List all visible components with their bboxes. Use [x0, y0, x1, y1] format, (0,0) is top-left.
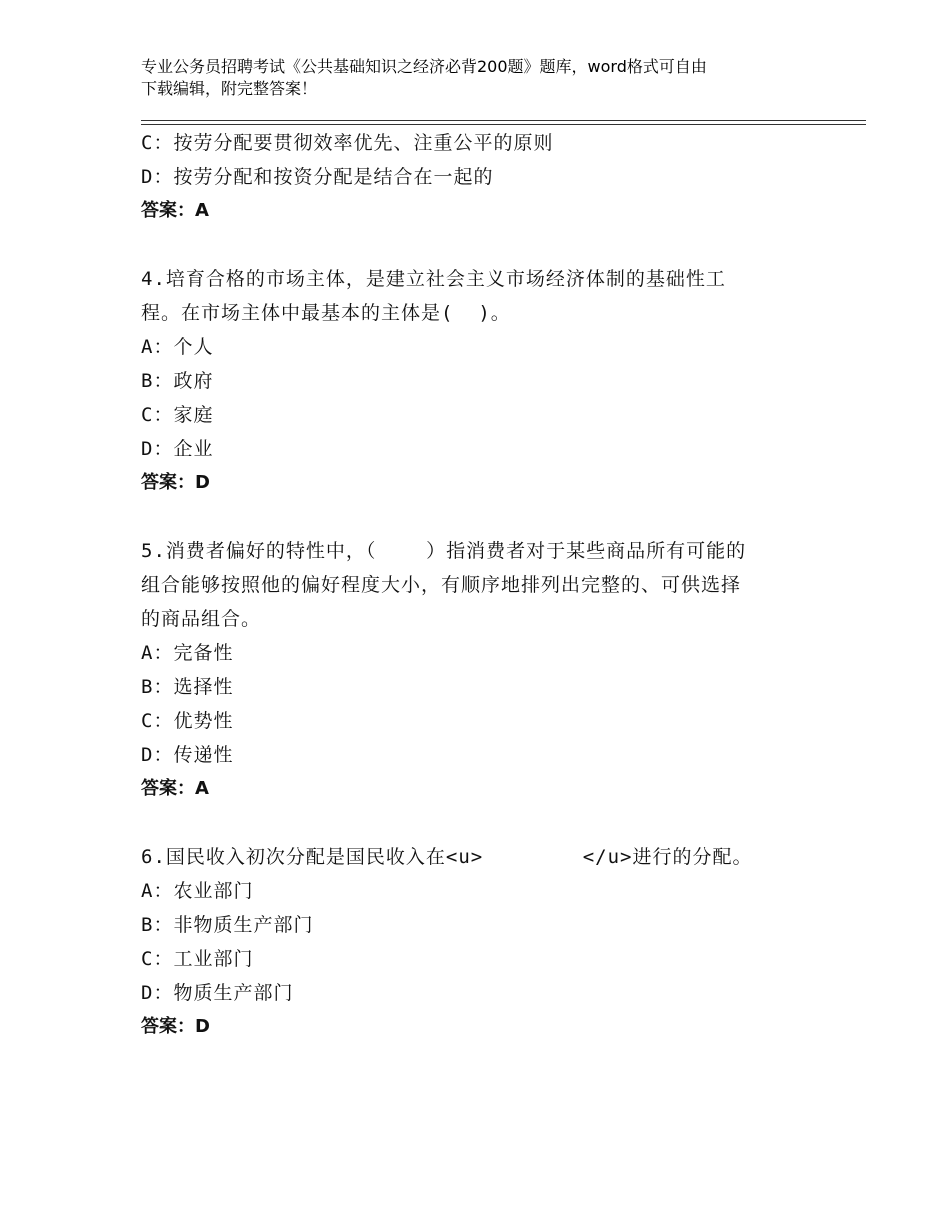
- q5-option-d: D：传递性: [141, 744, 234, 766]
- question-4-block: [141, 262, 821, 500]
- q5-option-b: B：选择性: [141, 676, 234, 698]
- q3-option-d: D：按劳分配和按资分配是结合在一起的: [141, 166, 494, 188]
- header-rule-bottom: [141, 124, 866, 125]
- header-line-2: 下载编辑，附完整答案！: [141, 79, 318, 98]
- q5-stem-line-3: 的商品组合。: [141, 608, 262, 630]
- question-3-block: [141, 126, 821, 228]
- question-5-block: [141, 534, 821, 806]
- q3-option-c: C：按劳分配要贯彻效率优先、注重公平的原则: [141, 132, 554, 154]
- q5-option-a: A：完备性: [141, 642, 234, 664]
- header-rule-top: [141, 120, 866, 121]
- q6-option-c: C：工业部门: [141, 948, 254, 970]
- q6-option-a: A：农业部门: [141, 880, 254, 902]
- question-6-block: [141, 840, 821, 1044]
- q4-option-b: B：政府: [141, 370, 214, 392]
- question-list: [141, 126, 821, 1044]
- q6-answer: 答案：D: [141, 1016, 210, 1037]
- q4-option-c: C：家庭: [141, 404, 214, 426]
- q5-answer: 答案：A: [141, 778, 209, 799]
- q5-option-c: C：优势性: [141, 710, 234, 732]
- q4-option-a: A：个人: [141, 336, 214, 358]
- q6-option-b: B：非物质生产部门: [141, 914, 314, 936]
- q3-answer: 答案：A: [141, 200, 209, 221]
- q4-stem-line-2: 程。在市场主体中最基本的主体是( )。: [141, 302, 511, 324]
- q6-option-d: D：物质生产部门: [141, 982, 294, 1004]
- q5-stem-line-1: 5.消费者偏好的特性中，（ ）指消费者对于某些商品所有可能的: [141, 540, 747, 562]
- q4-option-d: D：企业: [141, 438, 214, 460]
- q4-stem-line-1: 4.培育合格的市场主体，是建立社会主义市场经济体制的基础性工: [141, 268, 726, 290]
- q6-stem-line-1: 6.国民收入初次分配是国民收入在<u> </u>进行的分配。: [141, 846, 753, 868]
- document-header: [141, 56, 809, 100]
- q4-answer: 答案：D: [141, 472, 210, 493]
- header-line-1: 专业公务员招聘考试《公共基础知识之经济必背200题》题库，word格式可自由: [141, 57, 707, 76]
- q5-stem-line-2: 组合能够按照他的偏好程度大小，有顺序地排列出完整的、可供选择: [141, 574, 742, 596]
